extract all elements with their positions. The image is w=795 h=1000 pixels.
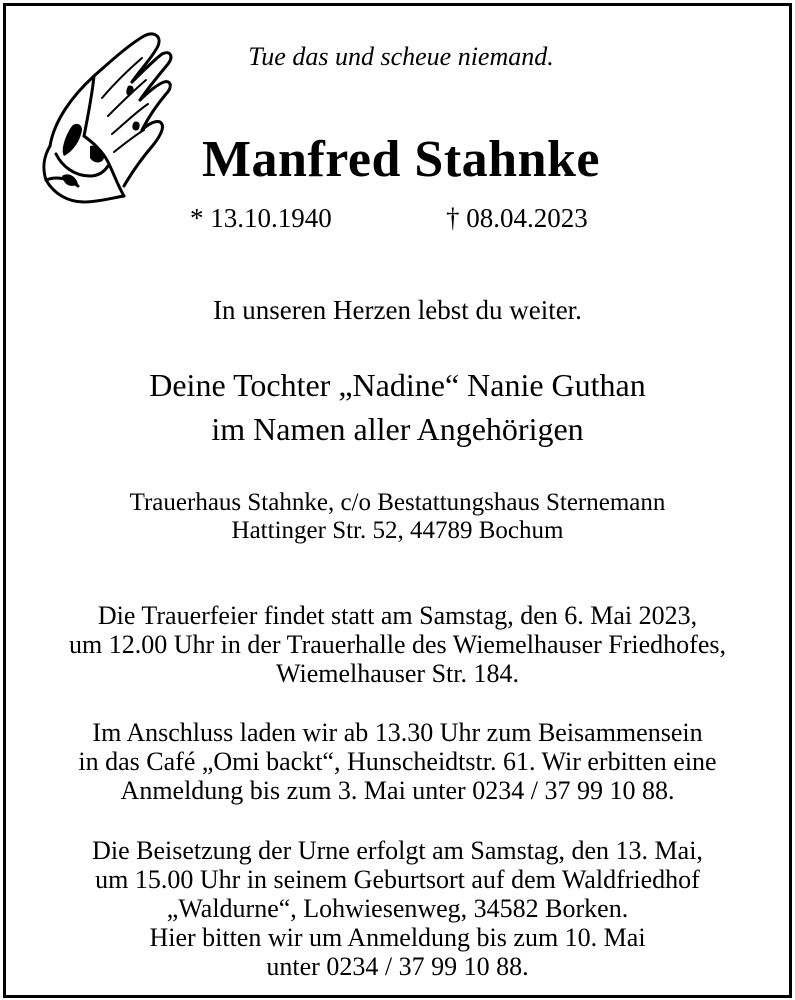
burial-line: Hier bitten wir um Anmeldung bis zum 10. Mai xyxy=(149,923,646,952)
ceremony-line: um 12.00 Uhr in der Trauerhalle des Wiemelhauser Friedhofes, xyxy=(69,630,726,659)
death-date: † 08.04.2023 xyxy=(446,203,588,233)
burial-line: Die Beisetzung der Urne erfolgt am Samstag, den 13. Mai, xyxy=(92,836,703,865)
address-line: Trauerhaus Stahnke, c/o Bestattungshaus Sternemann xyxy=(129,489,666,516)
obituary-notice xyxy=(3,3,792,998)
burial-block xyxy=(6,836,789,981)
gathering-block xyxy=(6,718,789,805)
burial-line: um 15.00 Uhr in seinem Geburtsort auf dem Waldfriedhof xyxy=(95,865,700,894)
ceremony-line: Wiemelhauser Str. 184. xyxy=(275,659,519,688)
burial-line: unter 0234 / 37 99 10 88. xyxy=(266,952,529,981)
gathering-line: Anmeldung bis zum 3. Mai unter 0234 / 37 99 10 88. xyxy=(120,776,675,805)
gathering-line: in das Café „Omi backt“, Hunscheidtstr. 61. Wir erbitten eine xyxy=(78,747,717,776)
mourners-line: im Namen aller Angehörigen xyxy=(211,411,584,447)
deceased-name: Manfred Stahnke xyxy=(201,131,601,188)
address-line: Hattinger Str. 52, 44789 Bochum xyxy=(231,517,564,544)
address-block xyxy=(6,489,789,545)
remembrance-line: In unseren Herzen lebst du weiter. xyxy=(213,295,582,325)
gathering-line: Im Anschluss laden wir ab 13.30 Uhr zum Beisammensein xyxy=(92,718,703,747)
mourners-block xyxy=(6,363,789,451)
motto: Tue das und scheue niemand. xyxy=(248,42,554,71)
ceremony-line: Die Trauerfeier findet statt am Samstag, den 6. Mai 2023, xyxy=(97,601,698,630)
birth-date: * 13.10.1940 xyxy=(190,203,332,233)
mourners-line: Deine Tochter „Nadine“ Nanie Guthan xyxy=(149,367,646,403)
burial-line: „Waldurne“, Lohwiesenweg, 34582 Borken. xyxy=(166,894,629,923)
ceremony-block xyxy=(6,601,789,688)
